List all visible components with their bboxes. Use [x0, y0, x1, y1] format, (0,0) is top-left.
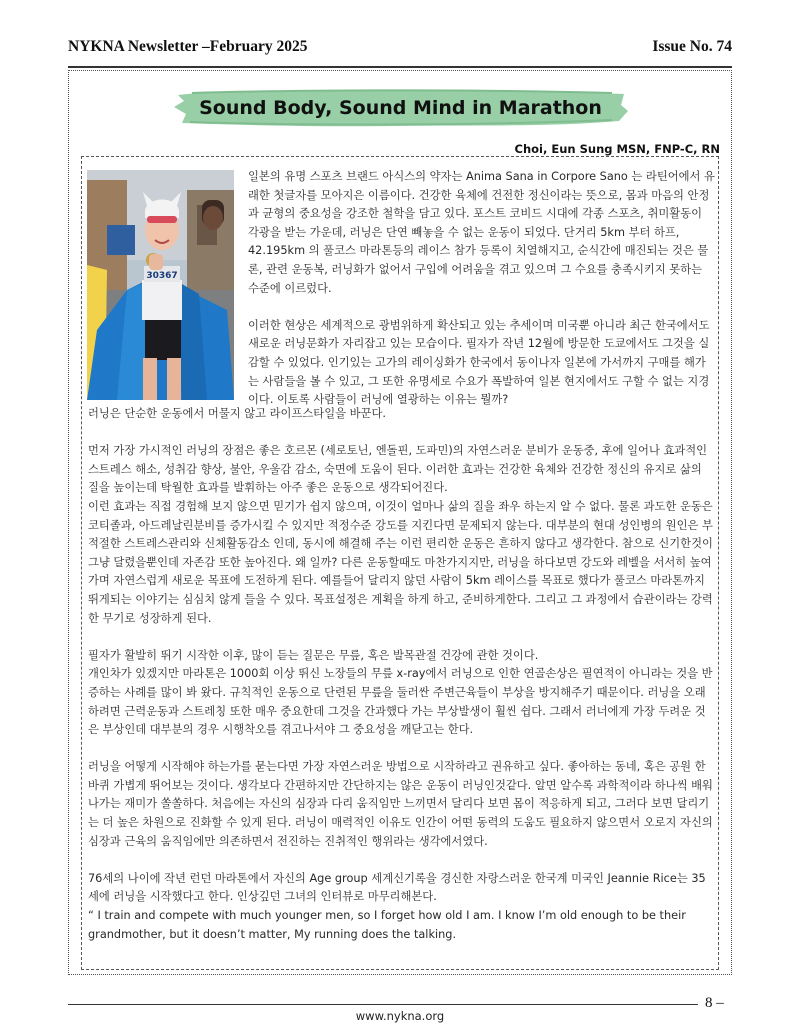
- body-paragraph: 러닝은 단순한 운동에서 머물지 않고 라이프스타일을 바꾼다.: [88, 407, 386, 420]
- runner-photo: [87, 170, 234, 400]
- header-rule: [68, 66, 732, 68]
- intro-paragraph: 이러한 현상은 세계적으로 광범위하게 확산되고 있는 추세이며 미국뿐 아니라 최근 한국에서도 새로운 러닝문화가 자리잡고 있는 모습이다. 필자가 작년 12월에 방문한 도쿄에서도 그것을 실감할 수 있었다. 인기있는 고가의 레이싱화가 한국에서 동이나자 일본에 가서까지 구매를 해가는 사람들을 볼 수 있고, 그 또한 유명세로 수요가 폭발하여 일본 현지에서도 구할 수 없는 지경이다. 이토록 사람들이 러닝에 열광하는 이유는 뭘까?: [248, 318, 710, 407]
- body-paragraph: 76세의 나이에 작년 런던 마라톤에서 자신의 Age group 세계신기록을 경신한 자랑스러운 한국계 미국인 Jeannie Rice는 35세에 러닝을 시작했다고 한다. 인상깊던 그녀의 인터뷰로 마무리해본다.: [88, 871, 706, 904]
- intro-paragraph: 일본의 유명 스포츠 브랜드 아식스의 약자는 Anima Sana in Corpore Sano 는 라틴어에서 유래한 첫글자를 모아지은 이름이다. 건강한 육체에 건전한 정신이라는 뜻으로, 몸과 마음의 안정과 균형의 중요성을 강조한 철학을 담고 있다. 포스트 코비드 시대에 각종 스포츠, 취미활동이 각광을 받는 가운데, 러닝은 단연 빼놓을 수 없는 운동이 되었다. 단거리 5km 부터 하프, 42.195km 의 풀코스 마라톤등의 레이스 참가 등록이 치열해지고, 순식간에 매진되는 것은 물론, 관련 운동복, 러닝화가 없어서 구입에 어려움을 겪고 있으며 그 수요를 충족시키지 못하는 수준에 이르렀다.: [248, 170, 715, 295]
- bib-number: 30367: [146, 271, 178, 281]
- body-paragraph: 개인차가 있겠지만 마라톤은 1000회 이상 뛰신 노장들의 무릎 x-ray에서 러닝으로 인한 연골손상은 필연적이 아니라는 것을 반증하는 사례를 많이 봐 왔다. 규칙적인 운동으로 단련된 무릎을 둘러싼 주변근육들이 부상을 방지해주기 때문이다. 러닝을 오래 하려면 근력운동과 스트레칭 또한 매우 중요한데 그것을 간과했다 가는 부상발생이 훨씬 쉽다. 그래서 러너에게 가장 두려운 것은 부상인데 대부분의 경우 시행착오를 겪고나서야 그 중요성을 깨닫고는 한다.: [88, 667, 713, 737]
- intro-text: [248, 168, 716, 410]
- newsletter-name: NYKNA Newsletter –February 2025: [68, 38, 308, 55]
- body-paragraph: 먼저 가장 가시적인 러닝의 장점은 좋은 호르몬 (세로토닌, 엔돌핀, 도파민)의 자연스러운 분비가 운동중, 후에 일어나 효과적인 스트레스 해소, 성취감 향상, 불안, 우울감 감소, 숙면에 도움이 된다. 이러한 효과는 건강한 육체와 건강한 정신의 유지로 삶의 질을 높이는데 탁월한 효과를 발휘하는 아주 좋은 운동으로 생각되어진다.: [88, 444, 708, 495]
- body-text: [88, 405, 716, 944]
- title-banner: [172, 87, 629, 129]
- body-paragraph: 필자가 활발히 뛰기 시작한 이후, 많이 듣는 질문은 무릎, 혹은 발목관절 건강에 관한 것이다.: [88, 648, 539, 662]
- footer-url[interactable]: www.nykna.org: [355, 1009, 445, 1023]
- footer-rule: [68, 1004, 698, 1005]
- body-paragraph: 이런 효과는 직접 경험해 보지 않으면 믿기가 쉽지 않으며, 이것이 얼마나 삶의 질을 좌우 하는지 알 수 없다. 물론 과도한 운동은 코티졸과, 아드레날린분비를 증가시킬 수 있지만 적정수준 강도를 지킨다면 문제되지 않는다. 대부분의 현대 성인병의 원인은 부적절한 스트레스관리와 신체활동감소 인데, 동시에 해결해 주는 이런 편리한 운동은 흔하지 않다고 생각한다. 참으로 신기한것이 그냥 달렸을뿐인데 자존감 또한 높아진다. 왜 일까? 다른 운동할때도 마찬가지지만, 러닝을 하다보면 강도와 레벨을 서서히 높여가며 자연스럽게 새로운 목표에 도전하게 된다. 예를들어 달리지 않던 사람이 5km 레이스를 목표로 했다가 풀코스 마라톤까지 뛰게되는 이야기는 심심치 않게 들을 수 있다. 목표설정은 계획을 하게 하고, 준비하게한다. 그리고 그 과정에서 습관이라는 강력한 무기로 성장하게 된다.: [88, 499, 713, 625]
- body-paragraph: 러닝을 어떻게 시작해야 하는가를 묻는다면 가장 자연스러운 방법으로 시작하라고 권유하고 싶다. 좋아하는 동네, 혹은 공원 한바퀴 가볍게 뛰어보는 것이다. 생각보다 간편하지만 간단하지는 않은 운동이 러닝인것같다. 알면 알수록 과학적이라 하나씩 배워나가는 재미가 쏠쏠하다. 처음에는 자신의 심장과 다리 움직임만 느끼면서 달리다 보면 몸이 적응하게 되고, 그러다 보면 달리기는 더 높은 차원으로 진화할 수 있게 된다. 러닝이 매력적인 이유도 인간이 어떤 동력의 도움도 필요하지 않으면서 오로지 자신의 심장과 근육의 움직임에만 의존하면서 전진하는 진취적인 행위라는 생각에서였다.: [88, 760, 713, 848]
- quote-paragraph: “ I train and compete with much younger men, so I forget how old I am. I know I’m old enough to be their grandmother, but it doesn’t matter, My running does the talking.: [88, 909, 686, 941]
- article-title: Sound Body, Sound Mind in Marathon: [199, 97, 602, 119]
- issue-number: Issue No. 74: [652, 38, 732, 55]
- author-byline: Choi, Eun Sung MSN, FNP-C, RN: [514, 142, 720, 156]
- page-number: 8 –: [705, 995, 724, 1011]
